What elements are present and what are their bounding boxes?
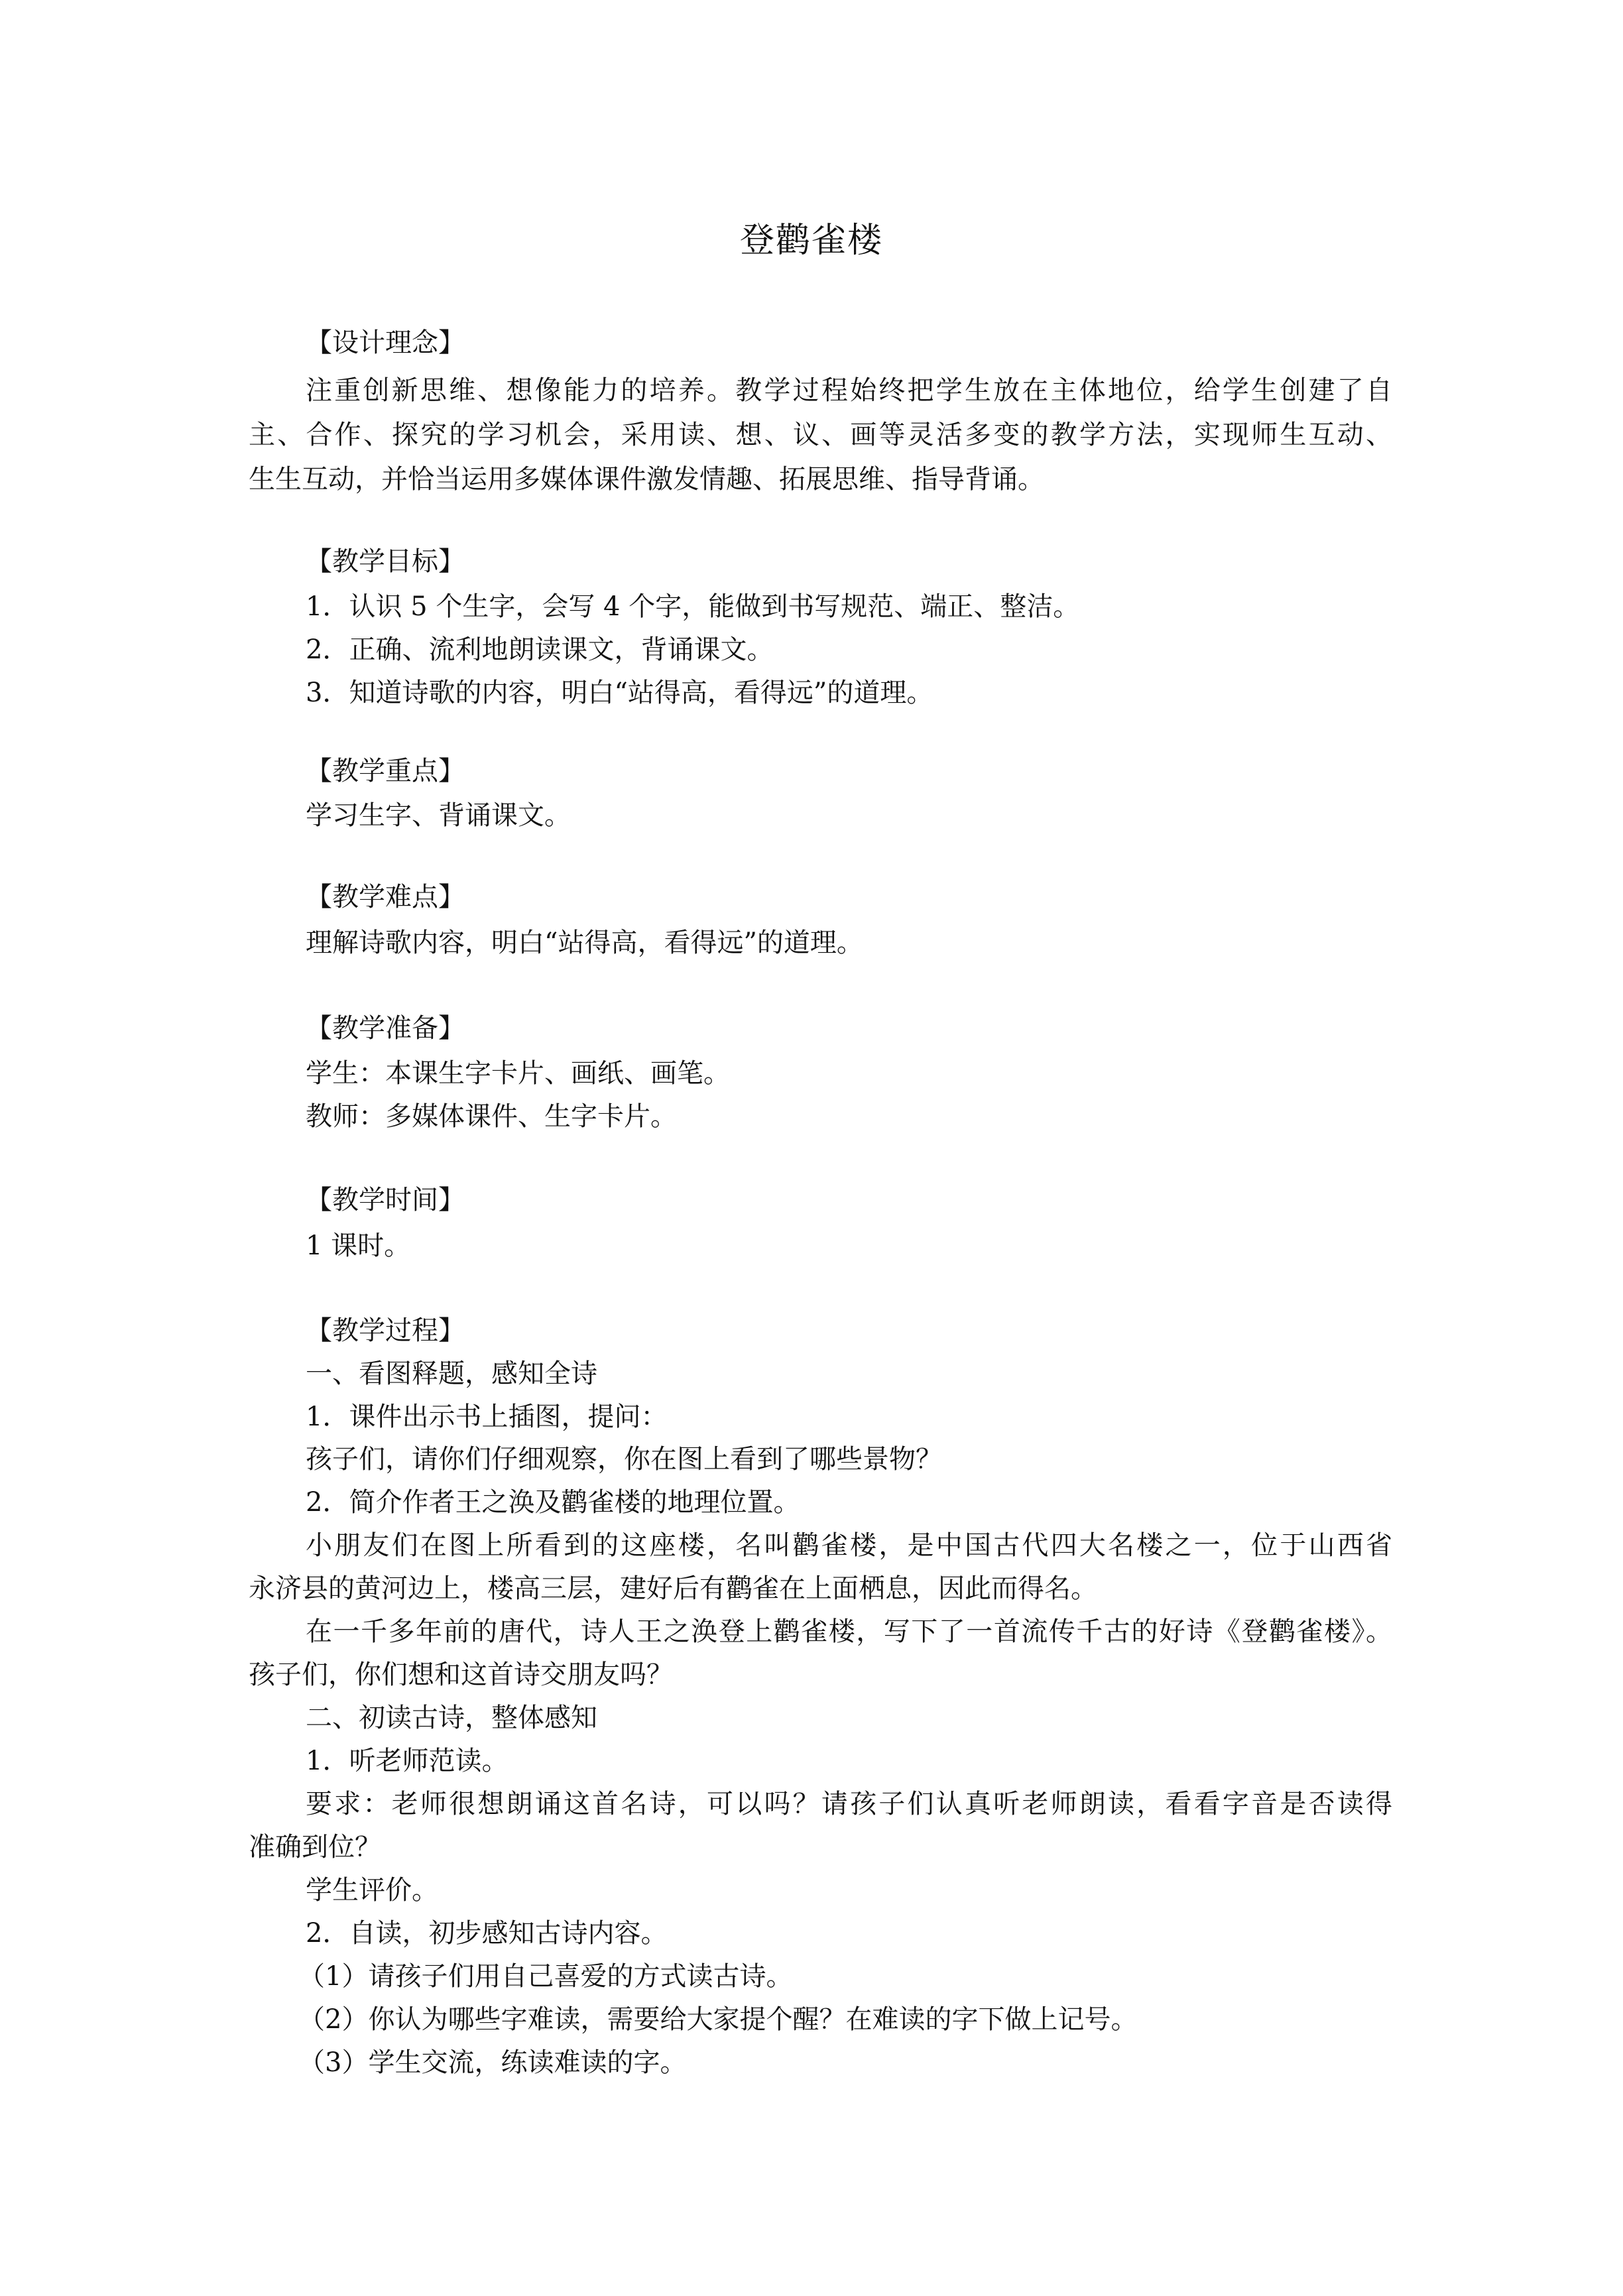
paragraph-line: 2．简介作者王之涣及鹳雀楼的地理位置。	[306, 1487, 800, 1518]
paragraph-line: 学生：本课生字卡片、画纸、画笔。	[306, 1058, 730, 1089]
paragraph-line: 主、合作、探究的学习机会，采用读、想、议、画等灵活多变的教学方法，实现师生互动、	[249, 420, 1392, 450]
section-heading: 【教学时间】	[306, 1185, 465, 1215]
paragraph-line: 孩子们，你们想和这首诗交朋友吗？	[249, 1660, 673, 1690]
paragraph-line: 孩子们，请你们仔细观察，你在图上看到了哪些景物？	[306, 1444, 942, 1475]
paragraph-line: 准确到位？	[249, 1832, 381, 1862]
paragraph-line: 学生评价。	[306, 1875, 438, 1905]
paragraph-line: 1．认识 5 个生字，会写 4 个字，能做到书写规范、端正、整洁。	[306, 591, 1080, 622]
section-heading: 【教学目标】	[306, 546, 465, 577]
paragraph-line: 永济县的黄河边上，楼高三层，建好后有鹳雀在上面栖息，因此而得名。	[249, 1573, 1097, 1604]
section-heading: 【教学重点】	[306, 756, 465, 786]
section-heading: 【教学难点】	[306, 882, 465, 912]
paragraph-line: 生生互动，并恰当运用多媒体课件激发情趣、拓展思维、指导背诵。	[249, 464, 1044, 495]
paragraph-line: 注重创新思维、想像能力的培养。教学过程始终把学生放在主体地位，给学生创建了自	[306, 375, 1392, 406]
paragraph-line: 3．知道诗歌的内容，明白“站得高，看得远”的道理。	[306, 678, 933, 708]
section-heading: 【教学过程】	[306, 1315, 465, 1346]
paragraph-line: （3）学生交流，练读难读的字。	[298, 2047, 687, 2078]
paragraph-line: 2．自读，初步感知古诗内容。	[306, 1918, 668, 1949]
paragraph-line: 1 课时。	[306, 1231, 411, 1261]
paragraph-line: 小朋友们在图上所看到的这座楼，名叫鹳雀楼，是中国古代四大名楼之一，位于山西省	[306, 1530, 1392, 1561]
paragraph-line: 理解诗歌内容，明白“站得高，看得远”的道理。	[306, 928, 863, 958]
paragraph-line: （1）请孩子们用自己喜爱的方式读古诗。	[298, 1961, 793, 1992]
paragraph-line: 1．听老师范读。	[306, 1746, 509, 1776]
paragraph-line: 在一千多年前的唐代，诗人王之涣登上鹳雀楼，写下了一首流传千古的好诗《登鹳雀楼》。	[306, 1616, 1392, 1647]
paragraph-line: 教师：多媒体课件、生字卡片。	[306, 1101, 677, 1132]
paragraph-line: 1．课件出示书上插图，提问：	[306, 1402, 668, 1432]
paragraph-line: 二、初读古诗，整体感知	[306, 1703, 597, 1733]
paragraph-line: 一、看图释题，感知全诗	[306, 1359, 597, 1389]
page-title: 登鹳雀楼	[739, 221, 883, 261]
section-heading: 【教学准备】	[306, 1013, 465, 1044]
paragraph-line: 学习生字、背诵课文。	[306, 800, 571, 831]
section-heading: 【设计理念】	[306, 328, 465, 358]
paragraph-line: （2）你认为哪些字难读，需要给大家提个醒？在难读的字下做上记号。	[298, 2004, 1138, 2035]
paragraph-line: 要求：老师很想朗诵这首名诗，可以吗？请孩子们认真听老师朗读，看看字音是否读得	[306, 1789, 1392, 1819]
paragraph-line: 2．正确、流利地朗读课文，背诵课文。	[306, 634, 774, 665]
